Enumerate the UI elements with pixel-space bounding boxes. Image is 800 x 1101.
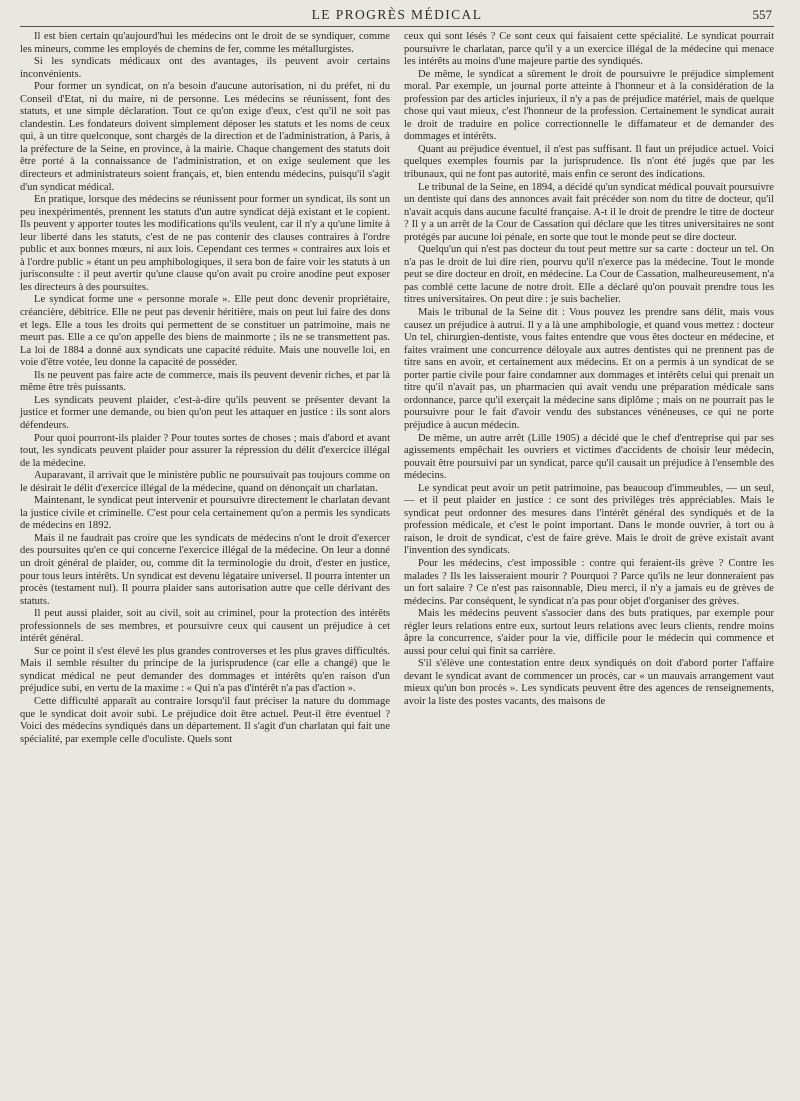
paragraph: Auparavant, il arrivait que le ministère public ne poursuivait pas toujours comme on le désirait le délit d'exercice illégal de la médecine, quand on dénonçait un charlatan. — [20, 470, 390, 494]
paragraph: Le tribunal de la Seine, en 1894, a décidé qu'un syndicat médical pouvait poursuivre un dentiste qui dans des annonces avait fait précéder son nom du titre de docteur, qu'il n'avait acquis dans aucune faculté française. A-t il le droit de prendre le titre de docteur ? Il y a un arrêt de la Cour de Cassation qui déclare que les titres universitaires ne sont protégés par aucune loi pénale, en sorte que tout le monde peut se dire docteur. — [404, 181, 774, 243]
right-column — [404, 31, 774, 746]
paragraph: Ils ne peuvent pas faire acte de commerce, mais ils peuvent devenir riches, et par là même être très puissants. — [20, 369, 390, 394]
paragraph: Mais les médecins peuvent s'associer dans des buts pratiques, par exemple pour régler leurs relations entre eux, surtout leurs relations avec leurs clients, rendre moins âpre la concurrence, s'aider pour la vie, difficile pour le médecin qui commence et aussi pour celui qui finit sa carrière. — [404, 608, 774, 657]
paragraph: Les syndicats peuvent plaider, c'est-à-dire qu'ils peuvent se présenter devant la justice et former une demande, ou bien qu'on peut les attaquer en justice : ils sont alors défendeurs. — [20, 394, 390, 431]
paragraph: Si les syndicats médicaux ont des avantages, ils peuvent avoir certains inconvénients. — [20, 56, 390, 80]
paragraph: De même, un autre arrêt (Lille 1905) a décidé que le chef d'entreprise qui par ses agissements empêchait les ouvriers et victimes d'accidents de choisir leur médecin, pouvait être poursuivi par un syndicat, parce qu'il causait un préjudice à l'ensemble des médecins. — [404, 432, 774, 482]
paragraph: Le syndicat forme une « personne morale ». Elle peut donc devenir propriétaire, créancière, débitrice. Elle ne peut pas devenir héritière, mais on peut lui faire des dons et legs. Elle a tous les droits qui permettent de se constituer un patrimoine, mais ne meurt pas. Elle a ce qu'on appelle des biens de mainmorte ; ils ne se transmettent pas. La loi de 1884 a donné aux syndicats une capacité réduite. Mais une nouvelle loi, en voie d'être votée, leu donne la capacité de posséder. — [20, 294, 390, 369]
text-columns — [20, 31, 774, 746]
paragraph: Pour quoi pourront-ils plaider ? Pour toutes sortes de choses ; mais d'abord et avant tout, les syndicats peuvent plaider pour assurer la répression du délit d'exercice illégal de la médecine. — [20, 432, 390, 469]
paragraph: Maintenant, le syndicat peut intervenir et poursuivre directement le charlatan devant la justice civile et criminelle. C'est pour cela certainement qu'on a permis les syndicats de médecins en 1892. — [20, 495, 390, 532]
paragraph: En pratique, lorsque des médecins se réunissent pour former un syndicat, ils sont un peu inexpérimentés, prennent les statuts d'un autre syndicat déjà existant et le copient. Ils peuvent y apporter toutes les modifications qu'ils veulent, car il n'y a qu'une limite à leur liberté dans les statuts, c'est de ne pas contenir des clauses contraires à l'ordre public et aux bonnes mœurs, ni aux lois. Cependant ces termes « contraires aux lois et à l'ordre public » étant un peu amphibologiques, il sera bon de faire voir les statuts à un jurisconsulte : il peut avertir qu'une clause qu'on avait pu croire anodine peut exposer les directeurs à des poursuites. — [20, 194, 390, 293]
paragraph: Mais le tribunal de la Seine dit : Vous pouvez les prendre sans délit, mais vous causez un préjudice à autrui. Il y a là une amphibologie, et quand vous mettez : docteur Un tel, chirurgien-dentiste, vous faites entendre que vous êtes docteur en médecine, et faites vraiment une concurrence déloyale aux autres dentistes qui ne prennent pas de titre sans en avoir, et certainement aux médecins. Et on a permis à un syndicat de se porter partie civile pour faire condamner aux dommages et intérêts celui qui prenait un titre qu'il n'avait pas, un pharmacien qui avait vendu une préparation médicale sans ordonnance, parce qu'il exerçait la médecine sans diplôme ; mais on ne pourrait pas le poursuivre pour le fait d'avoir vendu des substances vénéneuses, ce qui ne porte préjudice à aucun médecin. — [404, 307, 774, 431]
paragraph: Cette difficulté apparaît au contraire lorsqu'il faut préciser la nature du dommage que le syndicat doit avoir subi. Le préjudice doit être actuel. Peut-il être éventuel ? Voici des médecins syndiqués dans un département. Il s'agit d'un charlatan qui fait une spécialité, par exemple celle d'oculiste. Quels sont — [20, 695, 390, 745]
paragraph: Mais il ne faudrait pas croire que les syndicats de médecins n'ont le droit d'exercer des poursuites qu'en ce qui concerne l'exercice illégal de la médecine. On leur a donné un droit général de plaider, ou, comme dit la terminologie du droit, d'ester en justice, pour tous leurs intérêts. Un syndicat est devenu légataire universel. Il pourra intenter un procès (testament nul). Il pourra plaider sans autorisation autre que celle dérivant des statuts. — [20, 532, 390, 607]
paragraph: Il est bien certain qu'aujourd'hui les médecins ont le droit de se syndiquer, comme les mineurs, comme les employés de chemins de fer, comme les métallurgistes. — [20, 31, 390, 55]
paragraph: Quelqu'un qui n'est pas docteur du tout peut mettre sur sa carte : docteur un tel. On n'a pas le droit de lui dire rien, pourvu qu'il n'exerce pas la médecine. Tout le monde peut se dire docteur en droit, en médecine. La Cour de Cassation, malheureusement, n'a pas comblé cette lacune de notre droit. Elle a déclaré qu'on pouvait prendre tous les titres universitaires. On peut dire : je suis bachelier. — [404, 244, 774, 306]
paragraph: Il peut aussi plaider, soit au civil, soit au criminel, pour la protection des intérêts professionnels de ses membres, et poursuivre ceux qui causent un préjudice à cet intérêt général. — [20, 608, 390, 645]
paragraph: Quant au préjudice éventuel, il n'est pas suffisant. Il faut un préjudice actuel. Voici quelques exemples fournis par la jurisprudence. Ils n'ont été jugés que par les tribunaux, qui ne font pas autorité, mais enfin ce seront des indications. — [404, 143, 774, 181]
paragraph: De même, le syndicat a sûrement le droit de poursuivre le préjudice simplement moral. Par exemple, un journal porte atteinte à l'honneur et à la considération de la profession par des articles injurieux, il n'y a pas de préjudice matériel, mais de quelque chose qui vaut mieux, c'est l'honneur de la profession. Certainement le syndicat aurait le droit de traduire en police correctionnelle le diffamateur et de demander des dommages et intérêts. — [404, 68, 774, 143]
page-number: 557 — [752, 7, 772, 22]
paragraph: S'il s'élève une contestation entre deux syndiqués on doit d'abord porter l'affaire devant le syndicat avant de commencer un procès, car « un mauvais arrangement vaut mieux qu'un bon procès ». Les syndicats peuvent être des agences de renseignements, avoir la liste des postes vacants, des maisons de — [404, 658, 774, 707]
left-column — [20, 31, 390, 746]
journal-title: LE PROGRÈS MÉDICAL — [311, 7, 483, 22]
paragraph: Pour former un syndicat, on n'a besoin d'aucune autorisation, ni du préfet, ni du Conseil d'Etat, ni du maire, ni de personne. Les médecins se réunissent, font des statuts, et une simple déclaration. Tout ce qu'on exige d'eux, c'est qu'il ne soit pas clandestin. Les fondateurs doivent simplement déposer les statuts et les noms de ceux qui, à un titre quelconque, sont chargés de la direction et de l'administration, à Paris, à la préfecture de la Seine, en province, à la mairie. Chaque changement des statuts doit être porté à la connaissance de l'administration, et on exige seulement que les directeurs et administrateurs soient français, et, bien entendu médecins, puisqu'il s'agit d'un syndicat médical. — [20, 81, 390, 193]
paragraph: Sur ce point il s'est élevé les plus grandes controverses et les plus graves difficultés. Mais il semble résulter du principe de la jurisprudence (car elle a changé) que le syndicat médical ne peut demander des dommages et intérêts qu'en raison d'un préjudice subi, en vertu de la maxime : « Qui n'a pas d'intérêt n'a pas d'action ». — [20, 645, 390, 695]
page-header — [20, 6, 774, 27]
paragraph: Le syndicat peut avoir un petit patrimoine, pas beaucoup d'immeubles, — un seul, — et il peut plaider en justice : ce sont des privilèges très appréciables. Mais le syndicat peut ordonner des mesures dans l'intérêt général des syndiqués et de la profession médicale, et c'est le point important. Dans le monde ouvrier, à tort ou à raison, le droit de syndicat, c'est de faire grève. Mais le droit de grève existait avant l'invention des syndicats. — [404, 482, 774, 557]
paragraph-continued: ceux qui sont lésés ? Ce sont ceux qui faisaient cette spécialité. Le syndicat pourrait poursuivre le charlatan, parce qu'il y a un exercice illégal de la médecine qui menace les intérêts au moins d'une majeure partie des syndiqués. — [404, 31, 774, 68]
paragraph: Pour les médecins, c'est impossible : contre qui feraient-ils grève ? Contre les malades ? Ils les laisseraient mourir ? Pourquoi ? Parce qu'ils ne leur donneraient pas un fort salaire ? Ce n'est pas raisonnable, Dieu merci, il n'y a jamais eu de grèves de médecins. Par conséquent, le syndicat n'a pas pour objet d'organiser des grèves. — [404, 557, 774, 607]
